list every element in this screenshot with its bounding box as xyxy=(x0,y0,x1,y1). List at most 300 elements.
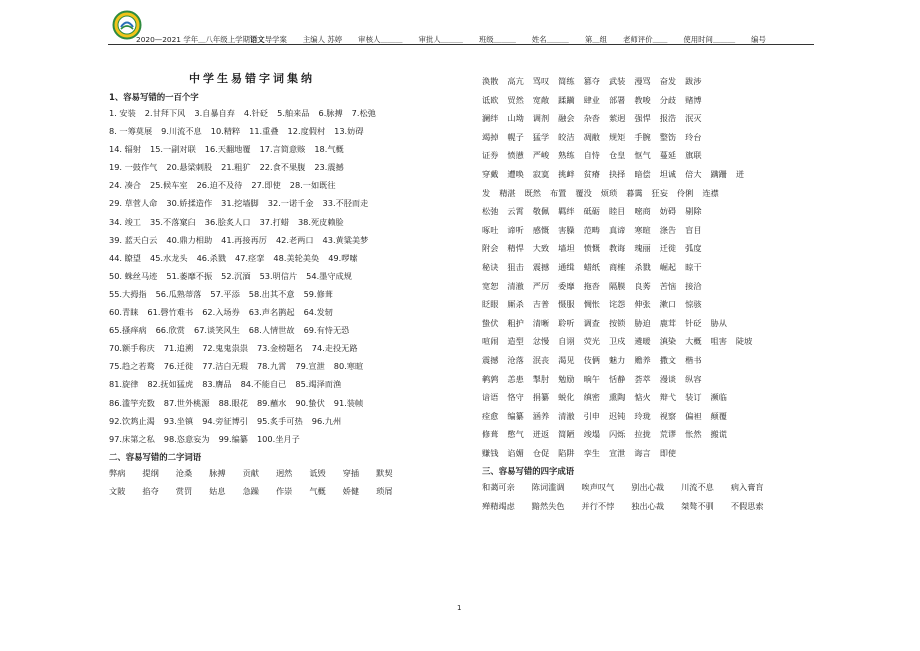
list-item: 93.坐镇 xyxy=(163,415,194,426)
list-item: 委靡 xyxy=(558,280,575,291)
list-item: 11.重叠 xyxy=(249,126,279,137)
list-item: 29. 草菅人命 xyxy=(109,198,158,209)
list-item: 惊骇 xyxy=(685,299,702,310)
list-item: 寒暄 xyxy=(634,224,651,235)
list-item: 涤告 xyxy=(659,224,677,235)
list-item: 100.坐月子 xyxy=(256,433,300,444)
list-item: 5.舶来品 xyxy=(277,108,310,118)
list-item: 63.声名鹊起 xyxy=(248,307,295,318)
list-item: 奋发 xyxy=(659,76,677,86)
list-item: 既然 xyxy=(524,187,541,198)
list-item: 掐夺 xyxy=(142,485,159,496)
list-item: 姑息 xyxy=(209,485,226,496)
list-item: 遴暖 xyxy=(634,336,651,347)
list-item: 31.挖墙脚 xyxy=(221,198,259,209)
list-item: 掣肘 xyxy=(532,373,550,384)
list-item: 1. 安装 xyxy=(109,108,136,118)
list-item: 49.啰嗦 xyxy=(328,252,358,263)
list-item: 幌子 xyxy=(507,131,524,142)
list-item: 27.即使 xyxy=(251,180,281,191)
list-item: 穿戴 xyxy=(482,168,499,179)
list-row xyxy=(482,184,822,203)
list-item: 恪守 xyxy=(507,392,524,403)
list-row xyxy=(482,221,822,240)
list-item: 殚精竭虑 xyxy=(482,501,515,512)
list-item: 4.针砭 xyxy=(243,108,269,118)
list-item: 精湛 xyxy=(499,187,516,198)
list-item: 规矩 xyxy=(608,131,626,142)
list-item: 6.脉搏 xyxy=(318,108,343,118)
list-item: 调查 xyxy=(583,317,600,328)
list-item: 竣塌 xyxy=(583,429,600,440)
list-item: 迸 xyxy=(735,168,745,179)
list-item: 不假思索 xyxy=(730,501,764,512)
list-item: 严厉 xyxy=(532,280,550,291)
list-item: 蜡纸 xyxy=(583,261,600,272)
list-row xyxy=(109,194,467,212)
list-row xyxy=(482,295,822,314)
list-row xyxy=(482,425,822,444)
list-item: 94.旁征博引 xyxy=(202,415,248,426)
list-item: 74.走投无路 xyxy=(311,343,358,354)
list-row xyxy=(109,140,467,158)
list-item: 秘诀 xyxy=(482,261,499,272)
list-row xyxy=(482,91,822,110)
list-item: 75.趋之若鹜 xyxy=(109,361,155,372)
left-column xyxy=(109,70,467,500)
list-item: 魅力 xyxy=(608,354,626,365)
list-item: 眨眼 xyxy=(482,299,499,310)
list-item: 51.萎靡不振 xyxy=(166,270,213,281)
list-item: 59.修葺 xyxy=(303,288,333,299)
list-item: 伎俩 xyxy=(583,354,600,365)
section-heading-idioms: 三、容易写错的四字成语 xyxy=(482,466,575,477)
list-item: 气概 xyxy=(309,485,326,496)
list-item: 鹌鹑 xyxy=(482,373,499,384)
list-item: 萦迥 xyxy=(608,113,626,124)
list-item: 敬佩 xyxy=(532,206,550,217)
list-item: 贸然 xyxy=(507,94,524,105)
list-item: 默契 xyxy=(376,467,393,478)
list-item: 39. 蓝天白云 xyxy=(109,234,158,245)
header-field: 使用时间＿＿＿ xyxy=(683,35,736,44)
list-item: 肆业 xyxy=(583,94,600,105)
header-field: 主编人 苏婷 xyxy=(302,35,343,44)
list-item: 急躁 xyxy=(242,485,259,496)
list-item: 诧怨 xyxy=(608,299,626,310)
list-item: 沧落 xyxy=(507,354,524,365)
word-list-continued xyxy=(482,72,822,462)
list-item: 92.饮鸩止渴 xyxy=(109,415,155,426)
list-item: 62.入场券 xyxy=(202,307,240,318)
list-item: 大概 xyxy=(685,336,702,347)
list-item: 楷书 xyxy=(685,354,702,365)
list-item: 14. 辐射 xyxy=(109,144,141,155)
list-item: 66.欣赏 xyxy=(155,325,185,336)
list-item: 羁绊 xyxy=(558,206,575,217)
list-item: 30.娇揉造作 xyxy=(166,198,213,209)
list-item: 拉拢 xyxy=(634,429,651,440)
list-item: 72.鬼鬼祟祟 xyxy=(202,343,248,354)
list-row xyxy=(482,72,822,91)
list-item: 20.悬梁刺股 xyxy=(166,162,213,173)
list-item: 谙语 xyxy=(482,392,499,403)
list-item: 仓皇 xyxy=(608,150,626,161)
list-item: 勉励 xyxy=(558,373,575,384)
list-row xyxy=(109,482,467,500)
list-item: 通缉 xyxy=(558,261,575,272)
list-item: 弧度 xyxy=(685,243,702,254)
list-item: 宽敞 xyxy=(532,94,550,105)
list-item: 50. 蛛丝马迹 xyxy=(109,270,158,281)
list-item: 震撼 xyxy=(482,354,499,365)
document-title: 中学生易错字词集纳 xyxy=(189,72,315,85)
list-item: 胁迫 xyxy=(634,317,651,328)
list-item: 琐屑 xyxy=(376,485,393,496)
list-item: 28.一如既往 xyxy=(289,180,336,191)
list-row xyxy=(109,267,467,285)
list-item: 64.发轫 xyxy=(303,307,333,318)
list-item: 别出心裁 xyxy=(631,482,665,493)
list-item: 狙击 xyxy=(507,261,524,272)
list-item: 熟练 xyxy=(558,150,575,161)
list-item: 云霄 xyxy=(507,206,524,217)
list-item: 坦诚 xyxy=(659,168,677,179)
list-item: 跋涉 xyxy=(685,76,702,86)
list-item: 44. 瞭望 xyxy=(109,252,141,263)
list-row xyxy=(109,176,467,194)
list-item: 涵养 xyxy=(532,410,550,421)
list-item: 荒谬 xyxy=(659,429,677,440)
list-item: 宣泄 xyxy=(608,447,626,458)
list-item: 清澈 xyxy=(558,410,575,421)
list-item: 弊病 xyxy=(109,467,126,478)
list-item: 搬谎 xyxy=(710,429,727,440)
list-item: 凋敝 xyxy=(583,131,600,142)
list-item: 43.黄粱美梦 xyxy=(322,234,369,245)
list-item: 愤懑 xyxy=(507,150,524,161)
list-item: 迥然 xyxy=(275,467,293,478)
two-char-words-list xyxy=(109,464,467,500)
list-item: 粗护 xyxy=(507,317,524,328)
header-field: 审批人＿＿＿ xyxy=(418,35,463,44)
list-item: 脉搏 xyxy=(209,467,226,478)
list-item: 84.不能自已 xyxy=(240,379,287,390)
list-row xyxy=(482,239,822,258)
list-item: 提纲 xyxy=(142,467,159,478)
list-item: 精悍 xyxy=(507,243,524,254)
list-item: 赡养 xyxy=(634,354,651,365)
list-item: 武装 xyxy=(608,76,626,86)
list-item: 91.装帧 xyxy=(333,397,364,408)
list-item: 害臊 xyxy=(558,224,575,235)
list-item: 40.鼎力相助 xyxy=(166,234,213,245)
list-item: 53.明信片 xyxy=(259,270,298,281)
list-row xyxy=(109,394,467,412)
list-item: 即使 xyxy=(659,447,677,458)
list-item: 暗偿 xyxy=(634,168,651,179)
list-item: 隔膜 xyxy=(608,280,626,291)
list-item: 65.搔痒病 xyxy=(109,325,147,336)
list-item: 仓促 xyxy=(532,447,550,458)
list-item: 杂沓 xyxy=(583,113,600,124)
list-item: 8. 一筹莫展 xyxy=(109,126,153,137)
list-item: 35.不落窠臼 xyxy=(150,216,196,227)
list-item: 36.脍炙人口 xyxy=(204,216,251,227)
section-heading-two-char-words: 二、容易写错的二字词语 xyxy=(109,451,202,462)
list-item: 55.大拇指 xyxy=(109,288,147,299)
list-item: 82.抚如猛虎 xyxy=(147,379,194,390)
list-item: 澜绊 xyxy=(482,113,499,124)
list-item: 陡坡 xyxy=(735,336,753,347)
list-item: 61.磬竹难书 xyxy=(147,307,194,318)
list-item: 挑衅 xyxy=(558,168,575,179)
list-item: 暮霭 xyxy=(626,187,643,198)
list-item: 抉择 xyxy=(608,168,626,179)
list-item: 诋毁 xyxy=(309,467,326,478)
list-item: 范畴 xyxy=(583,224,600,235)
list-item: 蜕化 xyxy=(558,392,575,403)
list-item: 57.平添 xyxy=(210,288,240,299)
list-item: 咀害 xyxy=(710,336,727,347)
list-row xyxy=(482,332,822,351)
list-item: 惦火 xyxy=(634,392,651,403)
list-item: 滇染 xyxy=(659,336,677,347)
list-item: 玲台 xyxy=(685,131,702,142)
error-chars-list xyxy=(109,104,467,448)
list-item: 87.世外桃源 xyxy=(163,397,210,408)
list-item: 针砭 xyxy=(685,317,702,328)
list-item: 荟萃 xyxy=(634,373,651,384)
list-item: 部署 xyxy=(608,94,626,105)
list-item: 95.炙手可热 xyxy=(256,415,303,426)
list-item: 68.人情世故 xyxy=(248,325,295,336)
list-row xyxy=(482,314,822,333)
list-item: 鹿茸 xyxy=(659,317,677,328)
list-item: 泯丧 xyxy=(532,354,550,365)
list-row xyxy=(109,122,467,140)
list-item: 恙患 xyxy=(507,373,524,384)
list-row xyxy=(482,497,822,516)
list-item: 愤慨 xyxy=(583,243,600,254)
header-field: 第＿组 xyxy=(584,35,608,44)
list-item: 46.杀戮 xyxy=(196,252,226,263)
list-item: 桀骜不驯 xyxy=(681,501,714,512)
list-item: 渴见 xyxy=(558,354,575,365)
list-item: 泯灭 xyxy=(685,113,702,124)
list-item: 79.宣泄 xyxy=(295,361,325,372)
list-item: 杀戮 xyxy=(634,261,651,272)
list-item: 捐纂 xyxy=(532,392,550,403)
list-item: 商榷 xyxy=(608,261,626,272)
list-item: 漫骂 xyxy=(634,76,651,86)
list-item: 川流不息 xyxy=(681,482,714,493)
list-item: 瑰丽 xyxy=(634,243,651,254)
list-row xyxy=(109,339,467,357)
header-field: 2020—2021 学年＿八年级上学期 xyxy=(136,35,250,44)
list-item: 撒文 xyxy=(659,354,677,365)
list-row xyxy=(109,357,467,375)
list-item: 简练 xyxy=(558,76,575,86)
list-item: 自恃 xyxy=(583,150,600,161)
list-item: 54.墨守成规 xyxy=(306,270,352,281)
list-item: 崛起 xyxy=(659,261,677,272)
list-item: 作崇 xyxy=(275,485,293,496)
list-row xyxy=(482,128,822,147)
list-item: 赚钱 xyxy=(482,447,499,458)
list-item: 迁徙 xyxy=(659,243,677,254)
list-item: 10.精粹 xyxy=(210,126,241,137)
list-item: 陷阱 xyxy=(558,447,575,458)
list-item: 证券 xyxy=(482,150,499,161)
list-item: 手腕 xyxy=(634,131,651,142)
list-item: 砥砺 xyxy=(583,206,600,217)
list-item: 憋气 xyxy=(507,429,524,440)
list-item: 沧桑 xyxy=(175,467,193,478)
list-item: 猛学 xyxy=(532,131,550,142)
list-item: 竭掉 xyxy=(482,131,499,142)
list-item: 和蔼可亲 xyxy=(482,482,515,493)
list-item: 67.谈笑风生 xyxy=(194,325,240,336)
list-item: 晾干 xyxy=(685,261,702,272)
list-item: 52.沉湎 xyxy=(221,270,251,281)
list-item: 孪生 xyxy=(583,447,600,458)
list-item: 剔除 xyxy=(685,206,702,217)
list-item: 90.蛰伏 xyxy=(295,397,325,408)
list-item: 痊愈 xyxy=(482,410,499,421)
list-item: 强悍 xyxy=(634,113,651,124)
list-item: 大致 xyxy=(532,243,550,254)
list-item: 教诲 xyxy=(608,243,626,254)
list-item: 报浩 xyxy=(659,113,677,124)
list-row xyxy=(482,258,822,277)
list-item: 教唆 xyxy=(634,94,651,105)
list-item: 调剂 xyxy=(532,113,550,124)
list-item: 黯然失色 xyxy=(531,501,565,512)
list-item: 33.不胫而走 xyxy=(322,198,369,209)
list-item: 15.一副对联 xyxy=(150,144,196,155)
list-item: 震撼 xyxy=(532,261,550,272)
list-item: 闪烁 xyxy=(608,429,626,440)
list-item: 偏袒 xyxy=(685,410,702,421)
list-item: 感慨 xyxy=(532,224,550,235)
list-item: 16.天翻地覆 xyxy=(204,144,251,155)
list-item: 严峻 xyxy=(532,150,550,161)
list-item: 83.膺品 xyxy=(202,379,232,390)
list-item: 喧闹 xyxy=(482,336,499,347)
list-item: 附会 xyxy=(482,243,499,254)
list-item: 覆没 xyxy=(575,187,592,198)
list-item: 辩弋 xyxy=(659,392,677,403)
list-item: 皎洁 xyxy=(558,131,575,142)
list-item: 24. 凑合 xyxy=(109,180,141,191)
list-item: 玲珑 xyxy=(634,410,651,421)
list-item: 聆听 xyxy=(558,317,575,328)
list-item: 装订 xyxy=(685,392,702,403)
list-item: 陈词滥调 xyxy=(531,482,565,493)
list-item: 真谛 xyxy=(608,224,626,235)
list-item: 胁从 xyxy=(710,317,727,328)
list-item: 融会 xyxy=(558,113,575,124)
list-item: 48.美轮美奂 xyxy=(273,252,320,263)
list-row xyxy=(109,321,467,339)
header-field: 老师评价＿＿ xyxy=(623,35,668,44)
list-item: 怄气 xyxy=(634,150,651,161)
list-item: 并行不悖 xyxy=(581,501,615,512)
list-item: 娇健 xyxy=(342,485,360,496)
list-item: 41.再接再厉 xyxy=(221,234,267,245)
list-item: 88.眼花 xyxy=(218,397,248,408)
list-item: 修葺 xyxy=(482,429,499,440)
list-item: 文陂 xyxy=(109,485,126,496)
list-item: 13.妨碍 xyxy=(334,126,364,137)
list-item: 清澈 xyxy=(507,280,524,291)
list-item: 骂叹 xyxy=(532,76,550,86)
list-item: 造型 xyxy=(507,336,524,347)
list-item: 蹂躏 xyxy=(558,94,575,105)
list-row xyxy=(109,213,467,231)
list-item: 73.金榜题名 xyxy=(256,343,303,354)
list-item: 高亢 xyxy=(507,76,524,86)
list-row xyxy=(109,375,467,393)
list-item: 遭唤 xyxy=(507,168,524,179)
list-item: 怅然 xyxy=(685,429,702,440)
header-divider xyxy=(108,44,814,45)
list-row xyxy=(109,231,467,249)
list-row xyxy=(482,109,822,128)
list-item: 卫戍 xyxy=(608,336,626,347)
list-item: 漫谈 xyxy=(659,373,677,384)
list-item: 迟钝 xyxy=(608,410,626,421)
list-item: 视察 xyxy=(659,410,677,421)
list-row xyxy=(482,165,822,184)
list-item: 啄吐 xyxy=(482,224,499,235)
list-item: 宽恕 xyxy=(482,280,499,291)
list-item: 晌午 xyxy=(583,373,600,384)
header-field: 语文 xyxy=(249,35,265,44)
list-item: 分歧 xyxy=(659,94,677,105)
list-item: 墙坦 xyxy=(558,243,575,254)
list-item: 蹒跚 xyxy=(710,168,727,179)
list-row xyxy=(109,430,467,448)
list-item: 连襟 xyxy=(702,187,719,198)
list-item: 清晰 xyxy=(532,317,550,328)
list-item: 谛听 xyxy=(507,224,524,235)
list-item: 22.食不果腹 xyxy=(259,162,306,173)
list-item: 松弛 xyxy=(482,206,499,217)
list-item: 贫瘠 xyxy=(583,168,600,179)
header-field: 编号 xyxy=(751,35,766,44)
section-heading-100-chars: 1、容易写错的一百个字 xyxy=(109,92,199,102)
list-item: 熏陶 xyxy=(608,392,626,403)
list-item: 23.震撼 xyxy=(314,162,344,173)
list-item: 70.额手称庆 xyxy=(109,343,155,354)
list-item: 良莠 xyxy=(634,280,651,291)
list-item: 3.自暴自弃 xyxy=(194,108,235,118)
list-item: 58.出其不意 xyxy=(248,288,295,299)
list-row xyxy=(482,202,822,221)
list-item: 忿慢 xyxy=(532,336,550,347)
list-row xyxy=(109,158,467,176)
list-item: 引申 xyxy=(583,410,600,421)
list-item: 妨碍 xyxy=(659,206,677,217)
list-item: 45.水龙头 xyxy=(150,252,188,263)
list-item: 篡夺 xyxy=(583,76,600,86)
list-item: 山坳 xyxy=(507,113,524,124)
list-item: 颠覆 xyxy=(710,410,727,421)
list-item: 自诩 xyxy=(558,336,575,347)
list-item: 狂妄 xyxy=(651,187,668,198)
